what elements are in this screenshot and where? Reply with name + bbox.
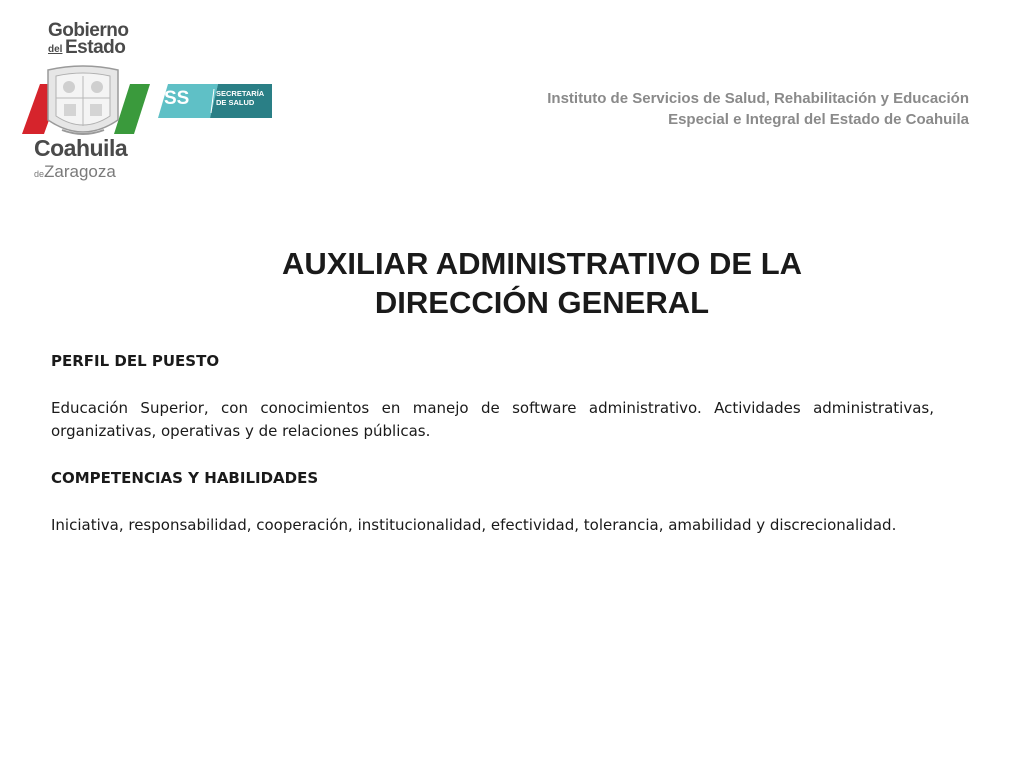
institute-line-1: Instituto de Servicios de Salud, Rehabilitación y Educación (547, 90, 969, 107)
government-logo (18, 20, 278, 182)
ss-label: SS (164, 88, 190, 109)
section-body-competencias: Iniciativa, responsabilidad, cooperación, institucionalidad, efectividad, tolerancia, amabilidad y discrecionalidad. (51, 516, 897, 534)
section-heading-perfil: PERFIL DEL PUESTO (51, 352, 220, 370)
green-stripe (114, 84, 150, 134)
section-body-perfil: Educación Superior, con conocimientos en manejo de software administrativo. Actividades administrativas, organizativas, operativas y de relaciones públicas. (51, 399, 934, 440)
logo-del-text: del (48, 44, 63, 55)
logo-de-text: de (34, 169, 45, 179)
secretaria-line1: SECRETARÍA (216, 89, 265, 98)
section-heading-competencias: COMPETENCIAS Y HABILIDADES (51, 469, 319, 487)
title-line-1: AUXILIAR ADMINISTRATIVO DE LA (281, 246, 803, 281)
secretaria-line2: DE SALUD (216, 98, 255, 107)
page-title (200, 244, 884, 322)
logo-estado-text: Estado (65, 37, 126, 58)
coat-of-arms-icon (48, 66, 118, 134)
logo-zaragoza-text (34, 162, 116, 182)
title-line-2: DIRECCIÓN GENERAL (374, 285, 710, 320)
logo-coahuila-text: Coahuila (34, 135, 128, 161)
institute-header (547, 88, 969, 130)
institute-line-2: Especial e Integral del Estado de Coahuila (668, 111, 969, 128)
document-body (51, 350, 934, 537)
logo-gobierno-text: Gobierno (48, 20, 129, 41)
secretaria-label (216, 89, 272, 107)
logo-zaragoza-word: Zaragoza (44, 162, 116, 181)
